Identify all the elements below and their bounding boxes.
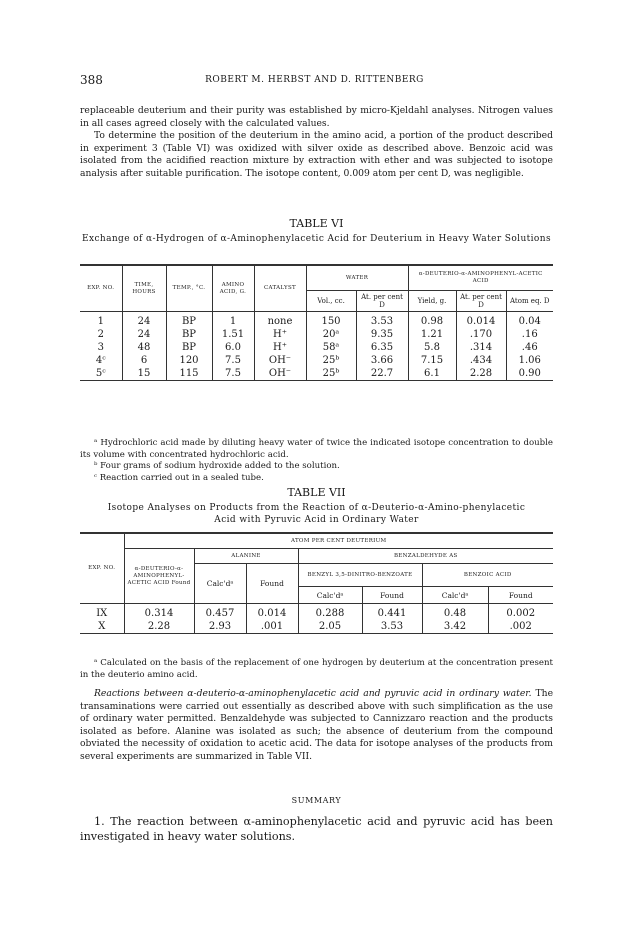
table-cell: 15 — [122, 367, 166, 381]
reactions-heading: Reactions between α-deuterio-α-aminophenylacetic acid and pyruvic acid in ordinary water. — [94, 688, 532, 699]
summary-item-1: 1. The reaction between α-aminophenylacetic acid and pyruvic acid has been investigated in heavy water solutions. — [80, 815, 553, 843]
table-cell: 1.06 — [506, 354, 553, 367]
table-7-row — [80, 604, 553, 621]
table-cell: 3.66 — [356, 354, 408, 367]
table-cell: 25ᵇ — [306, 367, 356, 381]
t7-head-dinitro: BENZYL 3,5-DINITRO-BENZOATE — [298, 564, 422, 587]
table-cell: 0.441 — [362, 604, 422, 621]
table-6-footnotes — [80, 438, 553, 484]
table-cell: 3.42 — [422, 620, 488, 634]
table-6-row — [80, 328, 553, 341]
table-cell: 2.93 — [194, 620, 246, 634]
table-cell: 115 — [166, 367, 212, 381]
table-cell: 9.35 — [356, 328, 408, 341]
t6-head-water-vol: Vol., cc. — [306, 291, 356, 312]
table-7-row — [80, 620, 553, 634]
table-6-caption: Exchange of α-Hydrogen of α-Aminophenylacetic Acid for Deuterium in Heavy Water Solutions — [82, 234, 551, 244]
t7-head-benzoic-found: Found — [488, 587, 553, 604]
t7-head-dinitro-found: Found — [362, 587, 422, 604]
t6-head-amino: AMINO ACID, G. — [212, 265, 254, 312]
table-cell: 2 — [97, 329, 104, 340]
page-number: 388 — [80, 73, 103, 87]
t7-footnote-a: ᵃ Calculated on the basis of the replacement of one hydrogen by deuterium at the concentration present in the deuterio amino acid. — [80, 658, 553, 680]
table-cell: .314 — [456, 341, 506, 354]
t7-head-span: ATOM PER CENT DEUTERIUM — [124, 533, 553, 549]
table-cell: 6.0 — [212, 341, 254, 354]
t6-footnote-c: ᶜ Reaction carried out in a sealed tube. — [94, 472, 264, 483]
table-cell: H⁺ — [254, 341, 306, 354]
table-cell: 0.014 — [456, 312, 506, 329]
table-cell: 120 — [166, 354, 212, 367]
table-cell: 22.7 — [356, 367, 408, 381]
table-cell: 3.53 — [356, 312, 408, 329]
table-cell: 20ᵃ — [306, 328, 356, 341]
table-cell: 4ᶜ — [95, 355, 106, 366]
table-6-row — [80, 367, 553, 381]
table-cell: 0.457 — [194, 604, 246, 621]
table-cell: none — [254, 312, 306, 329]
summary-heading: SUMMARY — [291, 796, 342, 805]
table-cell: 7.15 — [408, 354, 456, 367]
table-cell: 7.5 — [212, 367, 254, 381]
table-cell: 5ᶜ — [80, 367, 122, 381]
table-cell: 0.314 — [124, 604, 194, 621]
table-cell: 0.90 — [506, 367, 553, 381]
table-cell: 48 — [122, 341, 166, 354]
table-cell: 7.5 — [212, 354, 254, 367]
t6-head-water-atper: At. per cent D — [356, 291, 408, 312]
table-cell: 1 — [97, 316, 104, 327]
table-cell: 24 — [122, 328, 166, 341]
table-cell: OH⁻ — [254, 367, 306, 381]
table-cell: 0.98 — [408, 312, 456, 329]
reactions-section — [80, 688, 553, 764]
table-6 — [80, 264, 553, 381]
t6-head-atom-eq: Atom eq. D — [506, 291, 553, 312]
table-7-body — [80, 604, 553, 634]
t7-head-benzaldehyde: BENZALDEHYDE AS — [298, 549, 553, 564]
table-7-title: TABLE VII — [287, 486, 346, 499]
table-cell: 2.28 — [456, 367, 506, 381]
t7-head-benzoic: BENZOIC ACID — [422, 564, 553, 587]
table-cell: 24 — [122, 312, 166, 329]
table-7 — [80, 532, 553, 634]
table-cell: 2.28 — [124, 620, 194, 634]
summary-text — [80, 814, 553, 844]
table-cell: BP — [166, 312, 212, 329]
t6-head-catalyst: CATALYST — [254, 265, 306, 312]
t7-head-benzoic-calc: Calc'dᵃ — [422, 587, 488, 604]
table-cell: 25ᵇ — [306, 354, 356, 367]
table-cell: .16 — [506, 328, 553, 341]
table-cell: 0.288 — [298, 604, 362, 621]
table-cell: 150 — [306, 312, 356, 329]
table-cell: 3.53 — [362, 620, 422, 634]
t7-head-reactant: α-DEUTERIO-α-AMINOPHENYL-ACETIC ACID Found — [124, 549, 194, 604]
table-cell: 1.21 — [408, 328, 456, 341]
table-cell: 3 — [97, 342, 104, 353]
t6-head-exp: EXP. NO. — [80, 265, 122, 312]
t6-head-prod-atper: At. per cent D — [456, 291, 506, 312]
intro-paragraph-1: replaceable deuterium and their purity was established by micro-Kjeldahl analyses. Nitrogen values in all cases agreed closely with the calculated values. — [80, 105, 553, 129]
table-cell: BP — [166, 341, 212, 354]
table-6-row — [80, 354, 553, 367]
t6-head-product: α-DEUTERIO-α-AMINOPHENYL-ACETIC ACID — [408, 265, 553, 291]
t7-head-dinitro-calc: Calc'dᵃ — [298, 587, 362, 604]
table-cell: 1 — [212, 312, 254, 329]
t6-head-temp: TEMP., °C. — [166, 265, 212, 312]
table-cell: 6 — [122, 354, 166, 367]
table-cell: 1.51 — [212, 328, 254, 341]
table-cell: 0.002 — [488, 604, 553, 621]
table-cell: BP — [166, 328, 212, 341]
intro-text — [80, 105, 553, 181]
t6-footnote-a: ᵃ Hydrochloric acid made by diluting heavy water of twice the indicated isotope concentration to double its volume with concentrated hydrochloric acid. — [80, 438, 553, 460]
t6-head-yield: Yield, g. — [408, 291, 456, 312]
table-cell: 6.35 — [356, 341, 408, 354]
table-6-body — [80, 312, 553, 381]
running-authors: ROBERT M. HERBST AND D. RITTENBERG — [205, 75, 424, 85]
reactions-text: The transaminations were carried out essentially as described above with such simplification as the use of ordinary water permitted. Benzaldehyde was subjected to Cannizzaro reaction and the products isolated as before. Alanine was isolated as such; the absence of deuterium from the compound obviated the necessity of oxidation to acetic acid. The data for isotope analyses of the products from several experiments are summarized in Table VII. — [80, 688, 554, 762]
table-6-row — [80, 341, 553, 354]
table-cell: 0.48 — [422, 604, 488, 621]
t6-head-water: WATER — [306, 265, 408, 291]
table-cell: OH⁻ — [254, 354, 306, 367]
t7-head-alanine: ALANINE — [194, 549, 298, 564]
intro-paragraph-2: To determine the position of the deuterium in the amino acid, a portion of the product described in experiment 3 (Table VI) was oxidized with silver oxide as described above. Benzoic acid was isolated from the acidified reaction mixture by extraction with ether and was subjected to isotope analysis after suitable purification. The isotope content, 0.009 atom per cent D, was negligible. — [80, 130, 553, 179]
table-7-caption: Isotope Analyses on Products from the Reaction of α-Deuterio-α-Amino-phenylacetic Acid with Pyruvic Acid in Ordinary Water — [107, 503, 526, 525]
table-cell: 0.014 — [246, 604, 298, 621]
running-header — [80, 73, 549, 85]
table-cell: 5.8 — [408, 341, 456, 354]
table-cell: 0.04 — [506, 312, 553, 329]
t7-head-exp: EXP. NO. — [80, 533, 124, 604]
table-cell: .002 — [488, 620, 553, 634]
table-6-row — [80, 312, 553, 329]
t6-footnote-b: ᵇ Four grams of sodium hydroxide added to the solution. — [94, 461, 340, 472]
table-cell: 58ᵃ — [306, 341, 356, 354]
table-cell: H⁺ — [254, 328, 306, 341]
t6-head-time: TIME, HOURS — [122, 265, 166, 312]
table-7-footnote — [80, 658, 553, 681]
table-cell: X — [80, 620, 124, 634]
t7-head-ala-found: Found — [246, 564, 298, 604]
table-cell: IX — [96, 608, 108, 619]
t7-head-ala-calc: Calc'dᵃ — [194, 564, 246, 604]
table-cell: .170 — [456, 328, 506, 341]
table-cell: 6.1 — [408, 367, 456, 381]
table-cell: .46 — [506, 341, 553, 354]
table-cell: 2.05 — [298, 620, 362, 634]
table-cell: .001 — [246, 620, 298, 634]
table-6-title: TABLE VI — [289, 217, 344, 230]
table-cell: .434 — [456, 354, 506, 367]
